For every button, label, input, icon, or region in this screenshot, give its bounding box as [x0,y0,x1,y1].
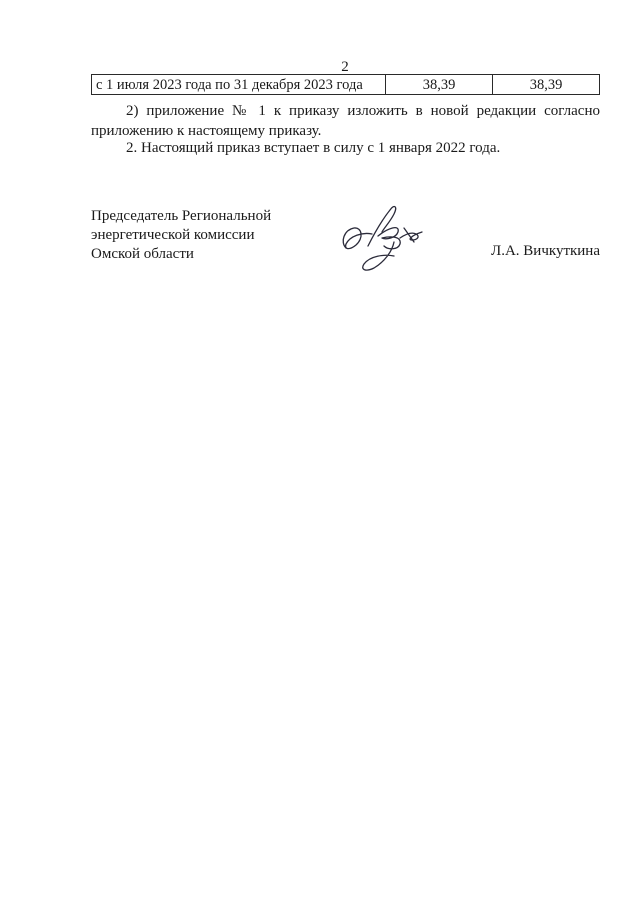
handwritten-signature [338,198,428,278]
paragraph-item-2: 2) приложение № 1 к приказу изложить в новой редакции согласно приложению к настоящему приказу. [91,103,600,139]
value-cell-1: 38,39 [386,75,493,95]
paragraph-clause-2: 2. Настоящий приказ вступает в силу с 1 января 2022 года. [126,140,501,156]
table-row [92,75,600,95]
signer-title-line: Председатель Региональной [91,208,272,224]
period-cell: с 1 июля 2023 года по 31 декабря 2023 года [92,75,386,95]
signer-title [91,207,271,264]
signer-title-line: Омской области [91,246,194,262]
value-cell-2: 38,39 [493,75,600,95]
page-number: 2 [341,59,349,75]
signer-title-line: энергетической комиссии [91,227,255,243]
rate-table [91,74,600,95]
signer-name: Л.А. Вичкуткина [491,243,600,259]
